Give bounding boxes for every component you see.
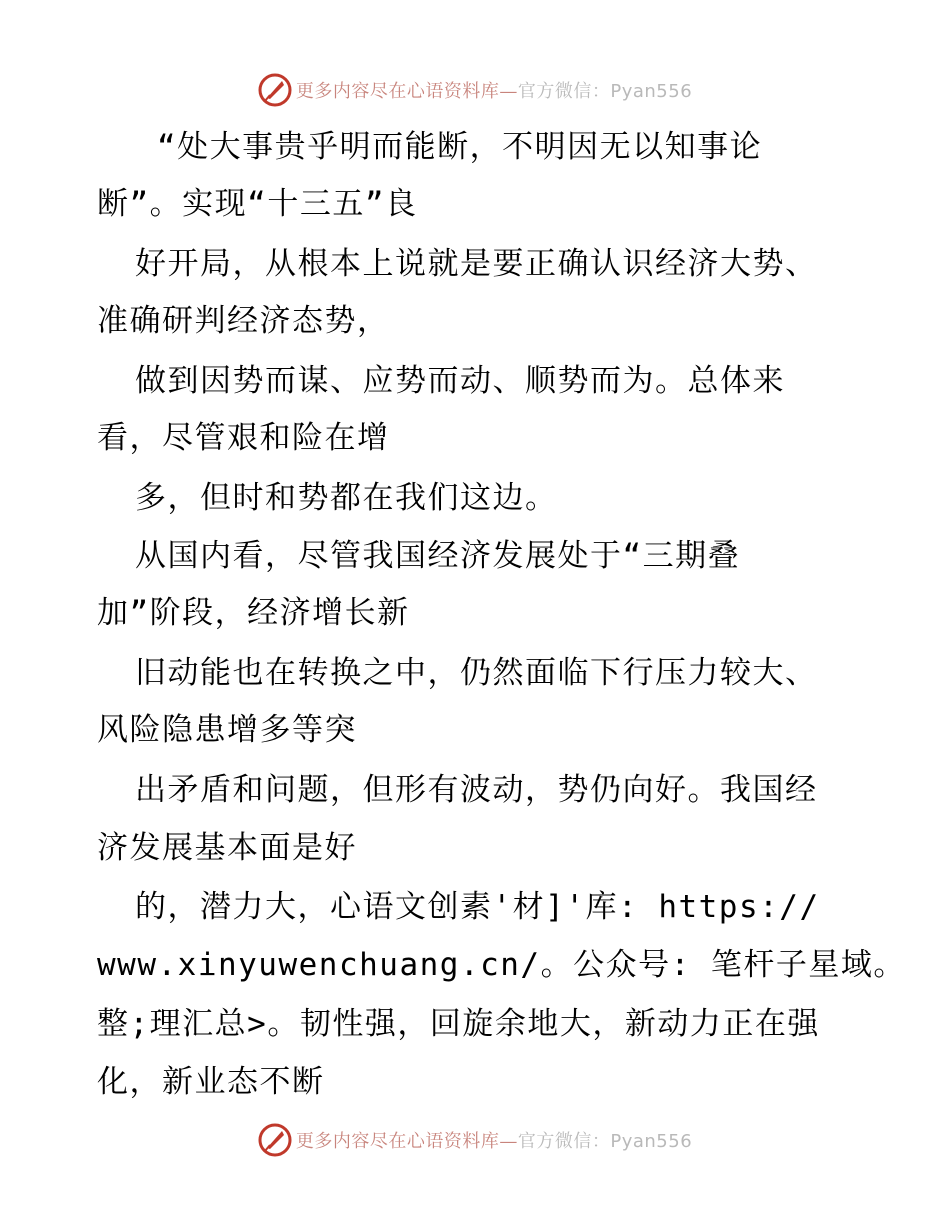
- body-line: “处大事贵乎明而能断，不明因无以知事论: [157, 129, 763, 165]
- body-line: 旧动能也在转换之中，仍然面临下行压力较大、: [135, 655, 818, 691]
- body-line: 准确研判经济态势，: [97, 303, 390, 339]
- body-line: 做到因势而谋、应势而动、顺势而为。总体来: [135, 363, 785, 399]
- body-line: 风险隐患增多等突: [97, 712, 357, 748]
- body-line: 从国内看，尽管我国经济发展处于“三期叠: [135, 538, 741, 574]
- body-line: www.xinyuwenchuang.cn/。公众号: 笔杆子星域。: [97, 947, 906, 983]
- watermark-wechat-text: 官方微信：Pyan556: [517, 1131, 693, 1152]
- watermark-wechat-text: 官方微信：Pyan556: [517, 81, 693, 102]
- body-line: 断”。实现“十三五”良: [97, 186, 418, 222]
- watermark-main-text: 更多内容尽在心语资料库: [295, 1131, 500, 1152]
- watermark-dash: —: [499, 1131, 518, 1152]
- watermark-main-text: 更多内容尽在心语资料库: [295, 81, 500, 102]
- body-line: 加”阶段，经济增长新: [97, 595, 410, 631]
- body-line: 多，但时和势都在我们这边。: [135, 480, 558, 516]
- feather-quill-icon: [258, 73, 292, 107]
- body-line: 整;理汇总>。韧性强，回旋余地大，新动力正在强: [97, 1006, 820, 1042]
- watermark-dash: —: [499, 81, 518, 102]
- feather-quill-icon: [258, 1123, 292, 1157]
- body-line: 看，尽管艰和险在增: [97, 420, 390, 456]
- body-line: 的，潜力大，心语文创素'材]'库: https://: [135, 889, 820, 925]
- body-line: 化，新业态不断: [97, 1064, 325, 1100]
- header-watermark: [0, 72, 950, 108]
- watermark-text: [296, 77, 692, 103]
- body-line: 出矛盾和问题，但形有波动，势仍向好。我国经: [135, 772, 818, 808]
- watermark-text: [296, 1127, 692, 1153]
- body-line: 济发展基本面是好: [97, 830, 357, 866]
- body-line: 好开局，从根本上说就是要正确认识经济大势、: [135, 246, 818, 282]
- footer-watermark: [0, 1122, 950, 1158]
